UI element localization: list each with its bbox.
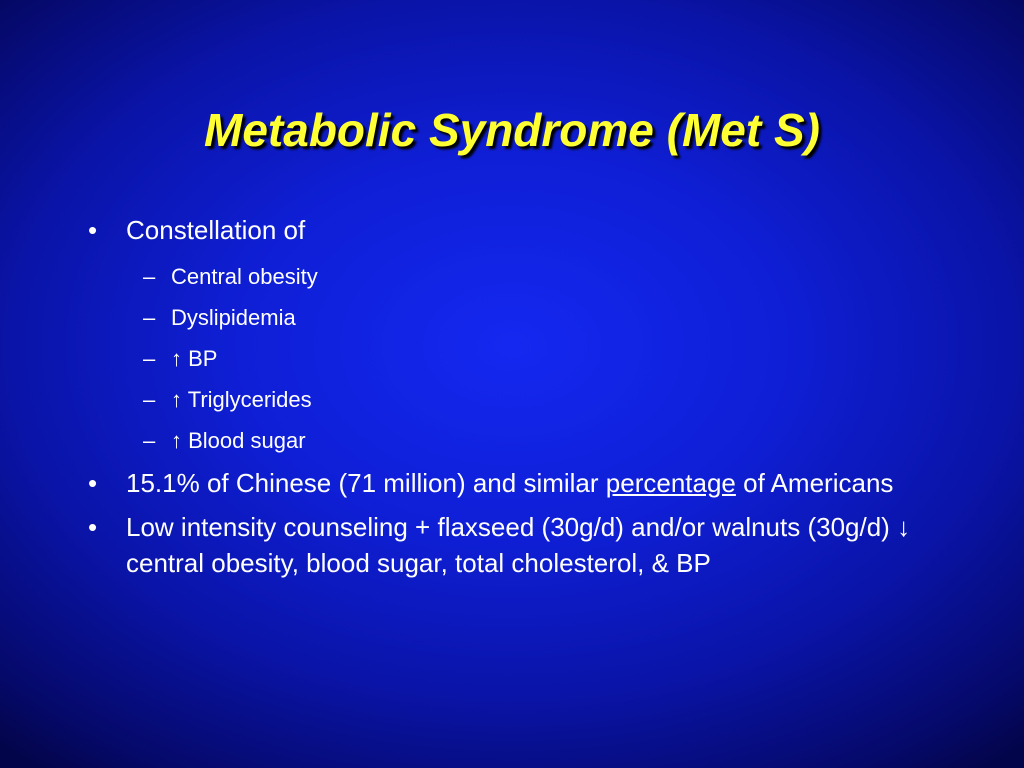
dash-marker: –: [143, 264, 156, 289]
sub-item-central-obesity: [88, 256, 948, 297]
sub-item-dyslipidemia: [88, 297, 948, 338]
sub-item-bp: [88, 338, 948, 379]
slide-body: [88, 212, 948, 589]
bullet-constellation: [88, 212, 948, 248]
bullet-prevalence: [88, 465, 948, 501]
sub-item-text: ↑ BP: [171, 346, 218, 371]
bullet-marker: •: [88, 468, 98, 498]
dash-marker: –: [143, 428, 156, 453]
dash-marker: –: [143, 346, 156, 371]
sub-item-triglycerides: [88, 379, 948, 420]
bullet-text-after: of Americans: [735, 468, 894, 498]
sub-item-text: ↑ Triglycerides: [171, 387, 312, 412]
sub-item-blood-sugar: [88, 420, 948, 461]
sub-item-text: ↑ Blood sugar: [171, 428, 306, 453]
slide-title: Metabolic Syndrome (Met S): [204, 104, 820, 156]
bullet-marker: •: [88, 215, 98, 245]
sub-item-text: Central obesity: [171, 264, 318, 289]
dash-marker: –: [143, 387, 156, 412]
bullet-text: Constellation of: [126, 215, 306, 245]
percentage-link[interactable]: percentage: [605, 468, 736, 498]
dash-marker: –: [143, 305, 156, 330]
bullet-counseling: [88, 509, 948, 581]
sub-item-text: Dyslipidemia: [171, 305, 296, 330]
bullet-text-before: 15.1% of Chinese (71 million) and similar: [126, 468, 606, 498]
sub-list: [88, 256, 948, 461]
bullet-text: Low intensity counseling + flaxseed (30g/d) and/or walnuts (30g/d) ↓ central obesity, blood sugar, total cholesterol, & BP: [126, 512, 911, 578]
bullet-marker: •: [88, 512, 98, 542]
